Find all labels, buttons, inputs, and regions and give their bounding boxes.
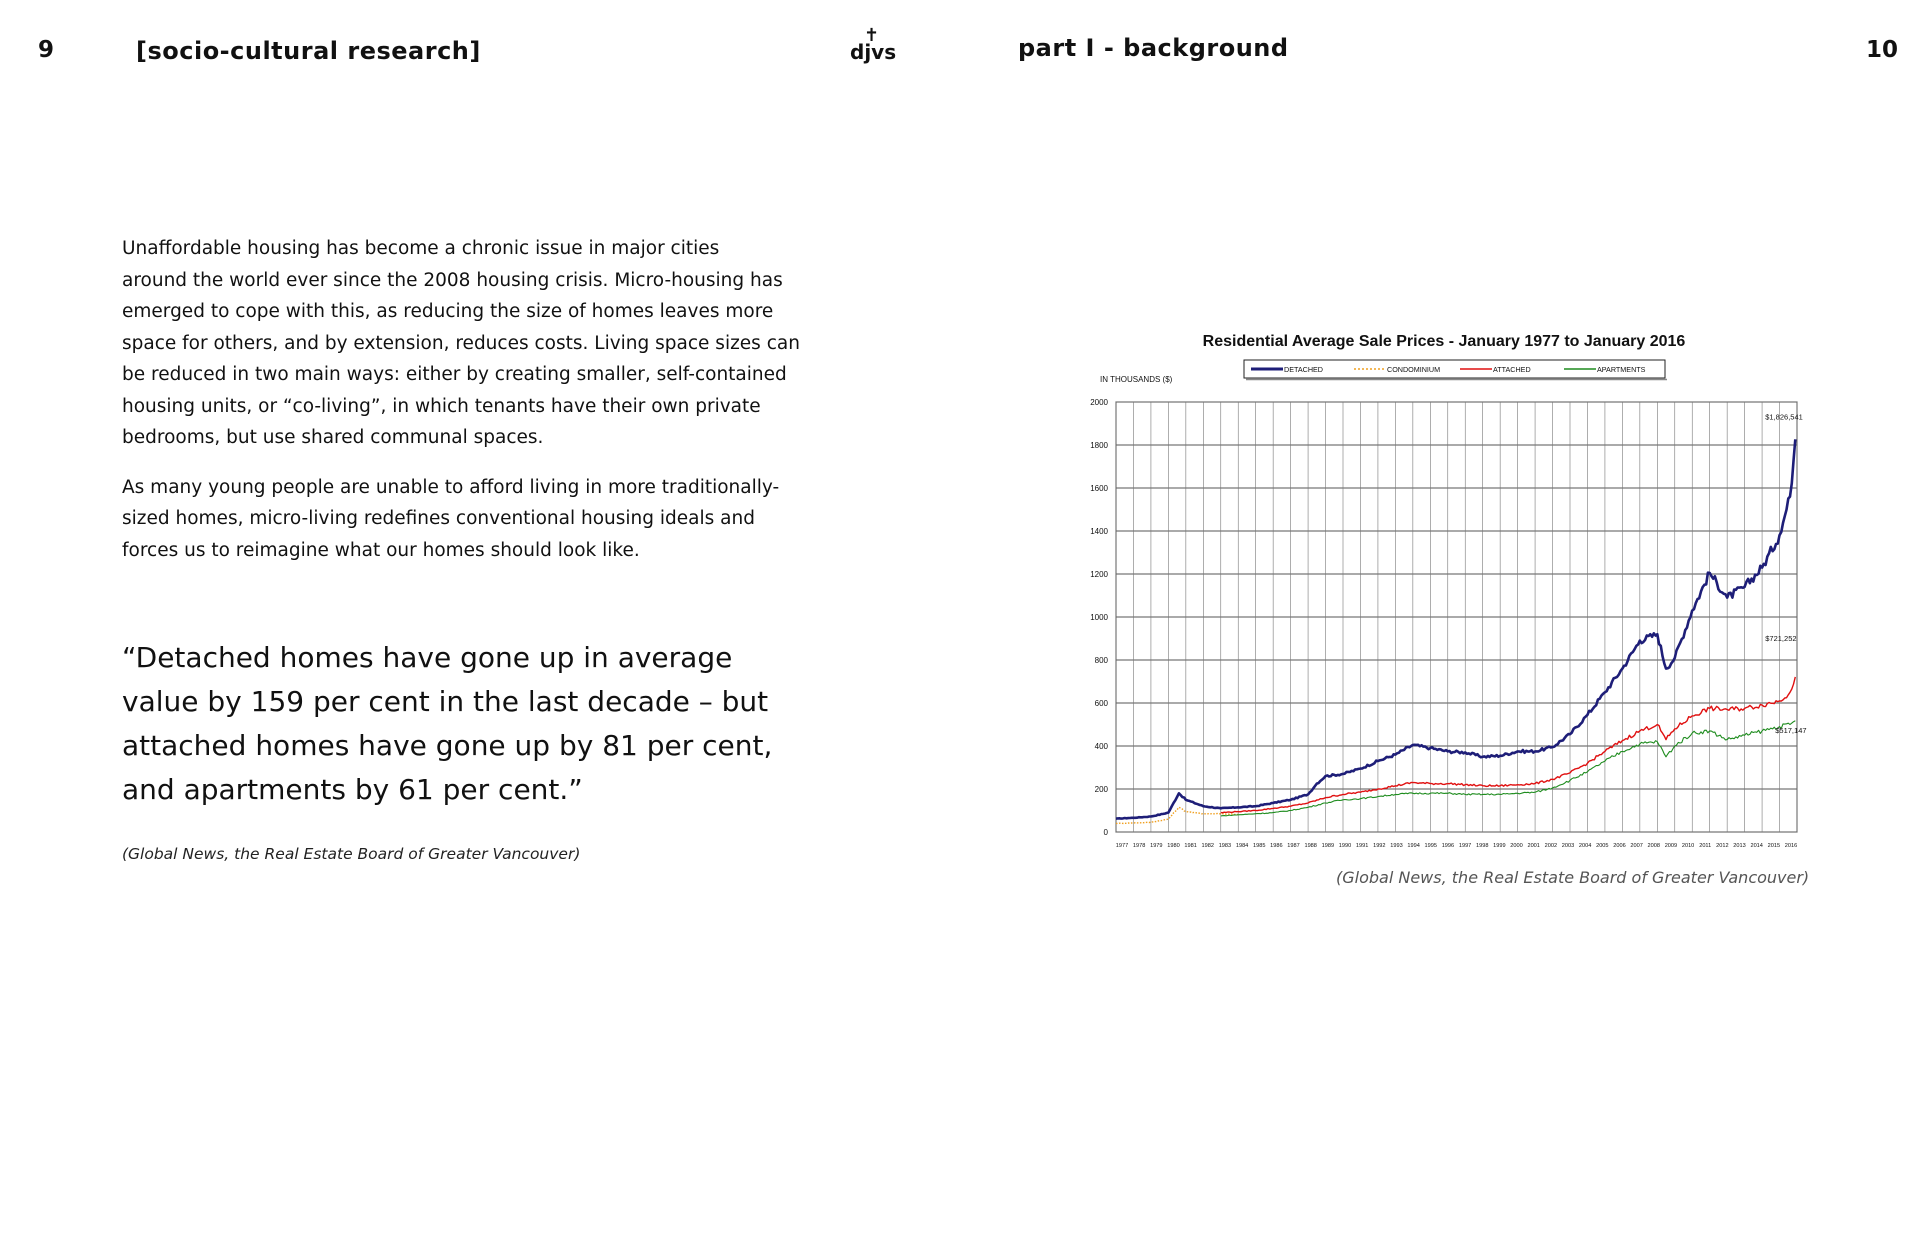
x-tick-label: 2016	[1784, 843, 1798, 849]
x-tick-label: 1982	[1201, 843, 1214, 849]
x-tick-label: 1977	[1115, 843, 1129, 849]
text-line: sized homes, micro-living redefines conventional housing ideals and	[122, 508, 755, 529]
text-line: housing units, or “co-living”, in which tenants have their own private	[122, 395, 761, 417]
text-line: As many young people are unable to afford living in more traditionally-	[122, 476, 780, 498]
y-tick-label: 2000	[1090, 398, 1108, 407]
chart-title: Residential Average Sale Prices - January 1977 to January 2016	[1202, 333, 1686, 350]
x-tick-label: 1984	[1235, 843, 1249, 849]
x-tick-label: 2003	[1561, 843, 1575, 849]
quote-line: value by 159 per cent in the last decade – but	[122, 685, 769, 718]
x-tick-label: 1985	[1253, 843, 1266, 849]
x-tick-label: 1991	[1355, 843, 1369, 849]
x-tick-label: 1990	[1338, 843, 1352, 849]
value-annotation: $1,826,541	[1765, 412, 1803, 422]
chart-source: (Global News, the Real Estate Board of Greater Vancouver)	[1336, 868, 1810, 887]
x-tick-label: 1996	[1441, 843, 1455, 849]
y-axis-label: IN THOUSANDS ($)	[1100, 375, 1173, 384]
x-tick-label: 1981	[1184, 843, 1197, 849]
price-line-chart	[1060, 320, 1830, 860]
x-tick-label: 2007	[1630, 843, 1643, 849]
x-tick-label: 1999	[1493, 843, 1506, 849]
x-tick-label: 1983	[1218, 843, 1232, 849]
x-tick-label: 1980	[1167, 843, 1180, 849]
text-line: bedrooms, but use shared communal spaces.	[122, 427, 544, 448]
x-tick-label: 2014	[1750, 843, 1763, 849]
x-tick-label: 1987	[1287, 843, 1300, 849]
x-tick-label: 2000	[1510, 843, 1523, 849]
value-annotation: $517,147	[1775, 725, 1807, 735]
y-tick-label: 400	[1094, 742, 1108, 751]
text-line: emerged to cope with this, as reducing the size of homes leaves more	[122, 301, 774, 322]
x-tick-label: 2005	[1596, 843, 1609, 849]
x-tick-label: 1997	[1458, 843, 1472, 849]
y-tick-label: 200	[1094, 785, 1108, 794]
text-line: Unaffordable housing has become a chronic issue in major cities	[122, 238, 720, 259]
x-tick-label: 1994	[1407, 843, 1420, 849]
quote-line: and apartments by 61 per cent.”	[122, 773, 583, 806]
left-section-title: [socio-cultural research]	[136, 37, 481, 65]
paragraph-1	[122, 233, 902, 454]
y-tick-label: 1400	[1090, 527, 1108, 536]
x-tick-label: 2008	[1647, 843, 1660, 849]
y-tick-label: 1200	[1090, 570, 1108, 579]
x-tick-label: 2015	[1767, 843, 1781, 849]
x-tick-label: 2013	[1733, 843, 1746, 849]
paragraph-2	[122, 472, 902, 567]
brand-logo	[850, 25, 897, 64]
x-tick-label: 2002	[1544, 843, 1558, 849]
text-line: space for others, and by extension, reduces costs. Living space sizes can	[122, 332, 800, 354]
legend-label: ATTACHED	[1493, 365, 1531, 374]
x-tick-label: 1988	[1304, 843, 1317, 849]
intro-text	[122, 233, 902, 566]
y-tick-label: 1800	[1090, 441, 1108, 450]
x-tick-label: 1979	[1150, 843, 1163, 849]
text-line: be reduced in two main ways: either by creating smaller, self-contained	[122, 364, 787, 385]
logo-text: djvs	[850, 40, 897, 64]
x-tick-label: 1986	[1270, 843, 1283, 849]
right-section-title: part I - background	[1018, 34, 1289, 62]
y-axis-ticks	[1090, 398, 1108, 837]
x-axis-ticks	[1116, 843, 1797, 849]
pull-quote	[122, 636, 922, 812]
left-page-number: 9	[38, 37, 55, 63]
x-tick-label: 1998	[1476, 843, 1489, 849]
text-line: around the world ever since the 2008 housing crisis. Micro-housing has	[122, 269, 783, 291]
y-tick-label: 600	[1094, 699, 1108, 708]
logo-cross-icon: ✝	[864, 25, 880, 46]
quote-line: “Detached homes have gone up in average	[122, 641, 733, 674]
legend-label: APARTMENTS	[1597, 365, 1646, 374]
quote-line: attached homes have gone up by 81 per cent,	[122, 729, 773, 762]
right-page-number: 10	[1866, 37, 1899, 63]
x-tick-label: 2012	[1716, 843, 1729, 849]
y-tick-label: 0	[1103, 828, 1108, 837]
chart-grid	[1116, 402, 1797, 832]
x-tick-label: 1992	[1373, 843, 1386, 849]
value-annotation: $721,252	[1765, 633, 1797, 643]
legend-label: CONDOMINIUM	[1387, 365, 1441, 374]
x-tick-label: 2011	[1699, 843, 1712, 849]
y-tick-label: 1600	[1090, 484, 1108, 493]
chart-legend	[1244, 360, 1667, 380]
x-tick-label: 1993	[1390, 843, 1403, 849]
legend-label: DETACHED	[1284, 365, 1324, 374]
x-tick-label: 1978	[1132, 843, 1146, 849]
text-line: forces us to reimagine what our homes should look like.	[122, 539, 640, 561]
x-tick-label: 2010	[1681, 843, 1695, 849]
x-tick-label: 2004	[1578, 843, 1592, 849]
x-tick-label: 1989	[1321, 843, 1335, 849]
x-tick-label: 2001	[1527, 843, 1540, 849]
quote-source: (Global News, the Real Estate Board of Greater Vancouver)	[122, 845, 581, 863]
x-tick-label: 2006	[1613, 843, 1626, 849]
y-tick-label: 1000	[1090, 613, 1108, 622]
y-tick-label: 800	[1094, 656, 1108, 665]
x-tick-label: 2009	[1664, 843, 1678, 849]
x-tick-label: 1995	[1424, 843, 1437, 849]
